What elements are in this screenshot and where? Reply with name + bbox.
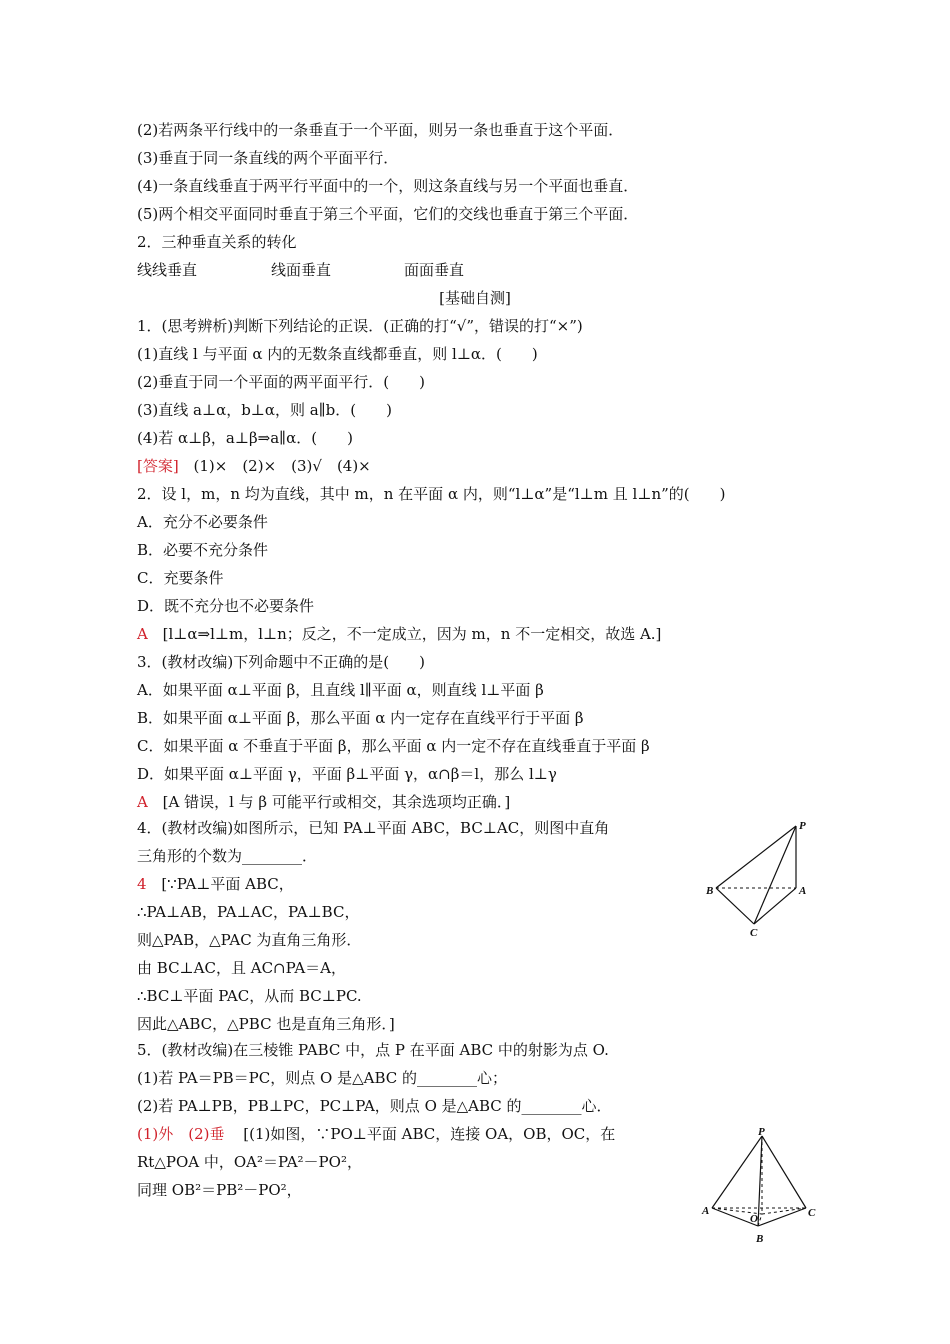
label-O: O xyxy=(750,1213,758,1225)
q1-answer: (1)× (2)× (3)√ (4)× xyxy=(193,457,371,475)
q4-solution: 由 BC⊥AC，且 AC∩PA＝A， xyxy=(137,959,346,977)
q4-stem: 4．(教材改编)如图所示，已知 PA⊥平面 ABC，BC⊥AC，则图中直角 xyxy=(137,819,610,837)
q3-option: A．如果平面 α⊥平面 β，且直线 l∥平面 α，则直线 l⊥平面 β xyxy=(137,681,544,699)
section-title: [基础自测] xyxy=(439,289,511,307)
label-C: C xyxy=(808,1207,816,1219)
q2-option: D．既不充分也不必要条件 xyxy=(137,597,315,615)
q3-answer-key: A xyxy=(137,793,148,811)
label-B: B xyxy=(756,1233,764,1245)
text-line: (2)若两条平行线中的一条垂直于一个平面，则另一条也垂直于这个平面． xyxy=(137,121,624,139)
label-A: A xyxy=(799,885,807,897)
q5-pyramid-figure xyxy=(700,1124,824,1250)
label-A: A xyxy=(702,1205,710,1217)
q4-solution: ∴BC⊥平面 PAC，从而 BC⊥PC. xyxy=(137,987,362,1005)
text-line: (3)垂直于同一条直线的两个平面平行． xyxy=(137,149,399,167)
q2-answer-key: A xyxy=(137,625,148,643)
q1-item: (1)直线 l 与平面 α 内的无数条直线都垂直，则 l⊥α．( ) xyxy=(137,345,538,363)
q5-item: (1)若 PA＝PB＝PC，则点 O 是△ABC 的________心； xyxy=(137,1069,507,1087)
q4-tetrahedron-figure xyxy=(700,816,820,940)
q4-solution: ∴PA⊥AB，PA⊥AC，PA⊥BC， xyxy=(137,903,360,921)
label-C: C xyxy=(750,927,758,939)
q5-solution: Rt△POA 中，OA²＝PA²－PO²， xyxy=(137,1153,362,1171)
q4-answer-key: 4 xyxy=(137,875,147,893)
q4-solution: [∵PA⊥平面 ABC， xyxy=(161,875,294,893)
relation-line-plane: 线面垂直 xyxy=(271,261,332,279)
label-P: P xyxy=(758,1126,765,1138)
q5-item: (2)若 PA⊥PB，PB⊥PC，PC⊥PA，则点 O 是△ABC 的________心． xyxy=(137,1097,612,1115)
q3-option: C．如果平面 α 不垂直于平面 β，那么平面 α 内一定不存在直线垂直于平面 β xyxy=(137,737,650,755)
q1-item: (3)直线 a⊥α，b⊥α，则 a∥b．( ) xyxy=(137,401,392,419)
q1-item: (4)若 α⊥β，a⊥β⇒a∥α．( ) xyxy=(137,429,353,447)
q2-stem: 2．设 l，m，n 均为直线，其中 m，n 在平面 α 内，则“l⊥α”是“l⊥m 且 l⊥n”的( ) xyxy=(137,485,726,503)
q5-stem: 5．(教材改编)在三棱锥 PABC 中，点 P 在平面 ABC 中的射影为点 O. xyxy=(137,1041,609,1059)
q4-solution: 因此△ABC，△PBC 也是直角三角形．] xyxy=(137,1015,395,1033)
answer-tag: [答案] xyxy=(137,457,179,475)
label-P: P xyxy=(799,820,806,832)
q1-item: (2)垂直于同一个平面的两平面平行．( ) xyxy=(137,373,425,391)
text-line: (4)一条直线垂直于两平行平面中的一个，则这条直线与另一个平面也垂直． xyxy=(137,177,639,195)
text-line: (5)两个相交平面同时垂直于第三个平面，它们的交线也垂直于第三个平面． xyxy=(137,205,639,223)
relation-line-line: 线线垂直 xyxy=(137,261,198,279)
label-B: B xyxy=(706,885,714,897)
relation-plane-plane: 面面垂直 xyxy=(404,261,465,279)
q3-option: D．如果平面 α⊥平面 γ，平面 β⊥平面 γ，α∩β＝l，那么 l⊥γ xyxy=(137,765,557,783)
q5-answer-key: (1)外 (2)垂 xyxy=(137,1125,225,1143)
q1-stem: 1．(思考辨析)判断下列结论的正误．(正确的打“√”，错误的打“×”) xyxy=(137,317,583,335)
q4-stem: 三角形的个数为________． xyxy=(137,847,318,865)
q4-solution: 则△PAB，△PAC 为直角三角形． xyxy=(137,931,362,949)
q3-option: B．如果平面 α⊥平面 β，那么平面 α 内一定存在直线平行于平面 β xyxy=(137,709,584,727)
q2-option: A．充分不必要条件 xyxy=(137,513,268,531)
q3-stem: 3．(教材改编)下列命题中不正确的是( ) xyxy=(137,653,425,671)
q2-option: C．充要条件 xyxy=(137,569,224,587)
q5-solution: 同理 OB²＝PB²－PO²， xyxy=(137,1181,302,1199)
q1-answer-line xyxy=(137,456,371,476)
q5-answer-line xyxy=(137,1124,615,1144)
q5-solution: [(1)如图，∵PO⊥平面 ABC，连接 OA，OB，OC，在 xyxy=(243,1125,616,1143)
q4-answer-line xyxy=(137,874,294,894)
q2-answer-line xyxy=(137,624,661,644)
q3-explanation: [A 错误，l 与 β 可能平行或相交，其余选项均正确．] xyxy=(162,793,511,811)
text-line: 2．三种垂直关系的转化 xyxy=(137,233,297,251)
q3-answer-line xyxy=(137,792,510,812)
q2-explanation: [l⊥α⇒l⊥m，l⊥n；反之，不一定成立，因为 m，n 不一定相交，故选 A.] xyxy=(162,625,662,643)
q2-option: B．必要不充分条件 xyxy=(137,541,269,559)
